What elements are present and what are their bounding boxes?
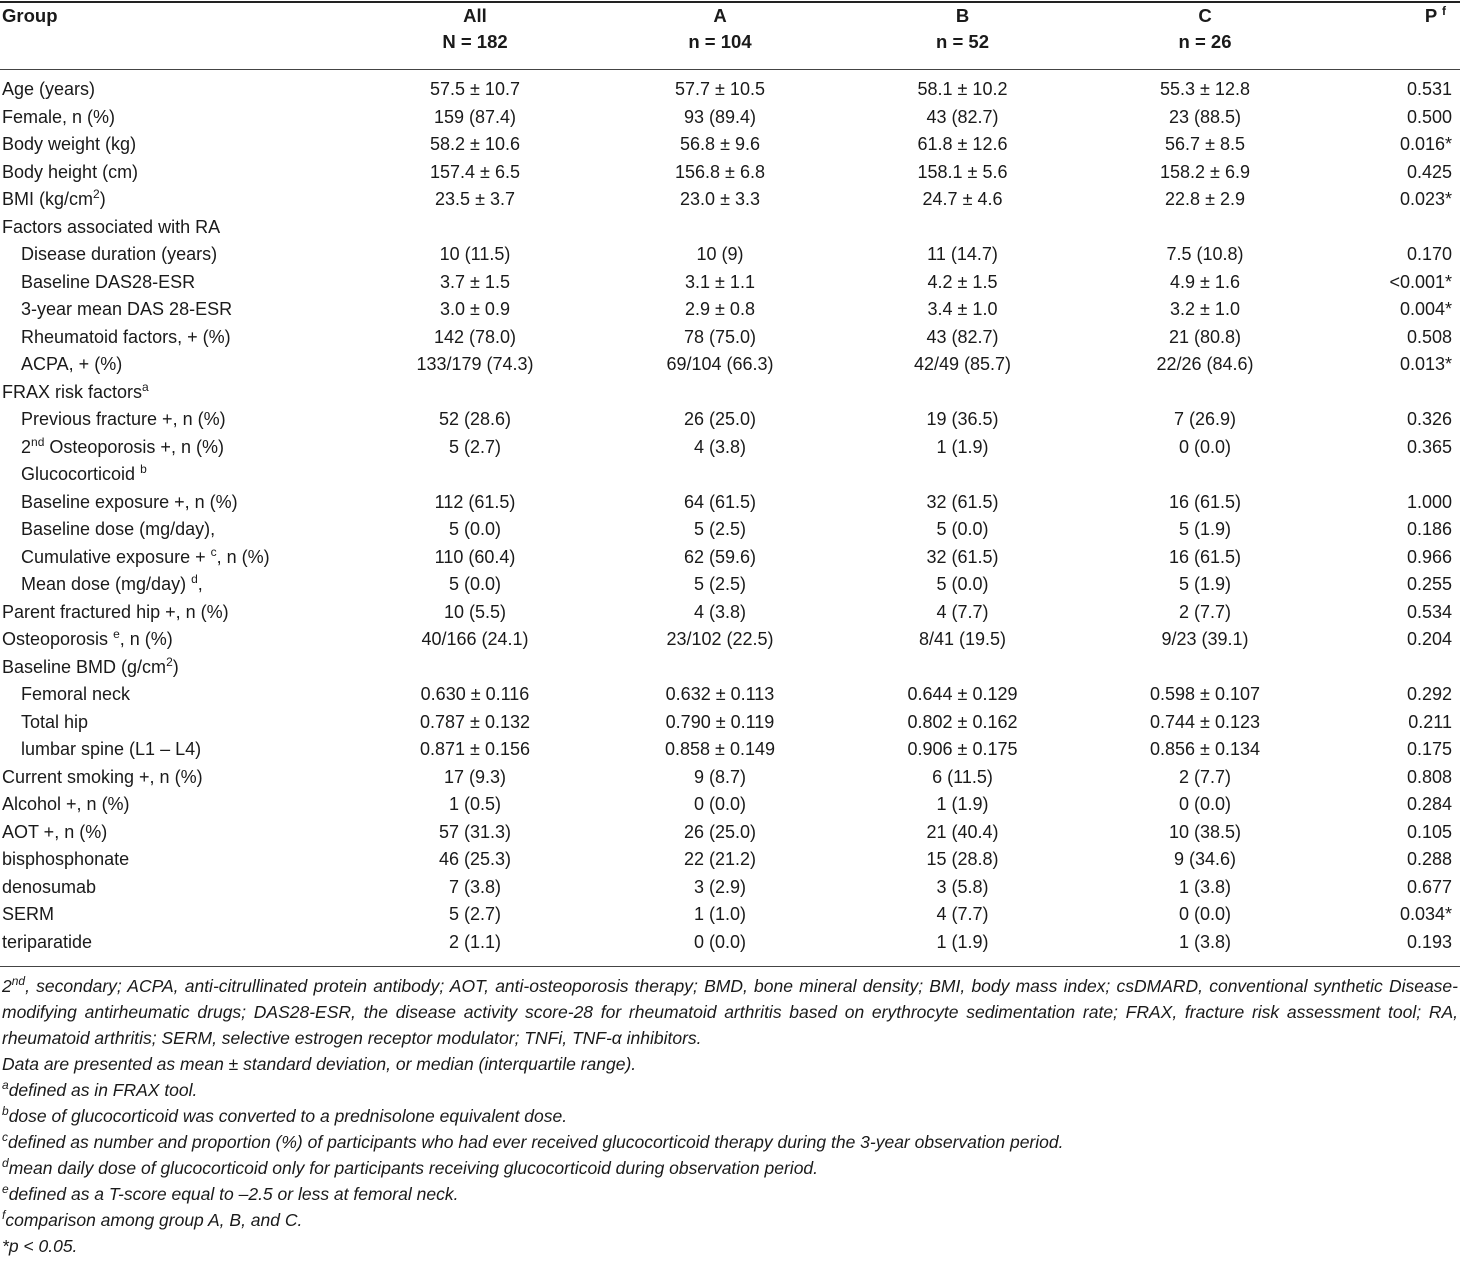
cell-p: [1325, 461, 1460, 489]
cell-all: 5 (2.7): [448, 904, 502, 924]
cell-p: 0.023*: [1399, 189, 1452, 209]
cell-p: 0.808: [1406, 766, 1452, 787]
table-row: [0, 186, 1460, 214]
cell-c: 158.2 ± 6.9: [1160, 161, 1250, 182]
row-label: Osteoporosis $^e$, n (%): [2, 627, 173, 649]
cell-a: 78 (75.0): [683, 326, 757, 347]
cell-p: 0.186: [1406, 519, 1452, 539]
footnote: $^a$defined as in FRAX tool.: [2, 1078, 198, 1100]
data-presentation-note: Data are presented as mean ± standard deviation, or median (interquartile range).: [2, 1054, 637, 1074]
cell-p: 0.175: [1406, 739, 1452, 759]
cell-a: 64 (61.5): [683, 491, 757, 512]
row-label: Baseline BMD $(g/cm^2)$: [2, 654, 179, 677]
header-b: B n = 52: [936, 5, 989, 52]
cell-all: 159 (87.4): [433, 106, 517, 127]
data-table: [0, 3, 1460, 55]
cell-all: 133/179 (74.3): [416, 354, 534, 374]
cell-all: 0.871 ± 0.156: [420, 739, 530, 759]
cell-all: [350, 214, 600, 242]
cell-p: 0.677: [1406, 876, 1452, 897]
cell-c: 5 (1.9): [1178, 519, 1232, 539]
cell-b: 5 (0.0): [936, 519, 989, 539]
cell-b: 42/49 (85.7): [913, 354, 1012, 374]
footnote: $^b$dose of glucocorticoid was converted to a prednisolone equivalent dose.: [2, 1104, 568, 1126]
header-all: All N = 182: [442, 5, 508, 52]
table-row: [0, 599, 1460, 627]
cell-p: 0.534: [1406, 601, 1452, 622]
table-row: [0, 104, 1460, 132]
cell-a: 2.9 ± 0.8: [685, 299, 755, 319]
cell-a: 0 (0.0): [693, 794, 747, 814]
table-row: [0, 736, 1460, 764]
cell-a: 56.8 ± 9.6: [680, 134, 760, 154]
cell-b: 0.644 ± 0.129: [907, 684, 1018, 704]
cell-p: [1325, 379, 1460, 407]
cell-c: 10 (38.5): [1168, 821, 1242, 842]
cell-a: 3 (2.9): [693, 876, 747, 897]
cell-p: 0.284: [1406, 794, 1452, 814]
cell-all: [350, 379, 600, 407]
cell-all: 46 (25.3): [438, 849, 512, 869]
row-label: Female, n (%): [2, 106, 116, 127]
cell-p: 0.326: [1406, 409, 1452, 429]
cell-p: 0.425: [1406, 161, 1452, 182]
cell-b: [840, 654, 1085, 682]
cell-all: [350, 654, 600, 682]
cell-all: 7 (3.8): [448, 876, 502, 897]
cell-b: 0.802 ± 0.162: [907, 711, 1018, 732]
cell-c: 1 (3.8): [1178, 876, 1232, 897]
cell-all: 57 (31.3): [438, 821, 512, 842]
row-label: FRAX risk factors$^a$: [2, 379, 149, 402]
cell-c: 16 (61.5): [1168, 491, 1242, 512]
cell-c: 7.5 (10.8): [1166, 244, 1244, 264]
cell-b: 32 (61.5): [926, 491, 999, 512]
cell-all: 0.787 ± 0.132: [420, 711, 530, 732]
table-row: [0, 874, 1460, 902]
cell-b: 58.1 ± 10.2: [917, 79, 1008, 99]
cell-p: 0.193: [1406, 931, 1452, 952]
cell-c: [1085, 654, 1325, 682]
cell-a: 23/102 (22.5): [666, 629, 774, 649]
table-row: [0, 324, 1460, 352]
cell-p: 0.016*: [1399, 134, 1452, 154]
cell-b: 8/41 (19.5): [918, 629, 1007, 649]
cell-c: 2 (7.7): [1178, 766, 1232, 787]
cell-all: 5 (0.0): [448, 574, 502, 594]
cell-b: 43 (82.7): [926, 326, 999, 347]
cell-c: 0.744 ± 0.123: [1150, 711, 1260, 732]
row-label: Age (years): [2, 79, 96, 99]
cell-c: 0 (0.0): [1178, 904, 1232, 924]
cell-a: [600, 379, 840, 407]
cell-b: 43 (82.7): [926, 106, 999, 127]
cell-a: 0.858 ± 0.149: [665, 739, 775, 759]
cell-all: 2 (1.1): [448, 931, 502, 952]
cell-c: 9/23 (39.1): [1161, 629, 1249, 649]
row-label: Disease duration (years): [21, 244, 218, 264]
table-row: [0, 76, 1460, 104]
cell-all: 10 (11.5): [439, 244, 511, 264]
cell-c: [1085, 461, 1325, 489]
table-row: [0, 571, 1460, 599]
cell-a: 22 (21.2): [683, 849, 757, 869]
cell-p: 0.255: [1406, 574, 1452, 594]
table-row: [0, 351, 1460, 379]
table-row: [0, 764, 1460, 792]
row-label: lumbar spine (L1 – L4): [21, 739, 202, 759]
cell-a: 156.8 ± 6.8: [675, 161, 765, 182]
cell-all: 57.5 ± 10.7: [430, 79, 520, 99]
footnote: $^e$defined as a T-score equal to –2.5 or less at femoral neck.: [2, 1182, 459, 1204]
cell-p: <0.001*: [1389, 271, 1452, 292]
row-label: Body height (cm): [2, 161, 139, 182]
cell-a: 1 (1.0): [693, 904, 747, 924]
cell-b: 4.2 ± 1.5: [927, 271, 998, 292]
row-label: bisphosphonate: [2, 849, 130, 869]
header-a: A n = 104: [688, 5, 752, 52]
cell-p: 0.004*: [1399, 299, 1452, 319]
cell-b: 61.8 ± 12.6: [917, 134, 1008, 154]
cell-all: 0.630 ± 0.116: [420, 684, 530, 704]
cell-b: 32 (61.5): [926, 546, 999, 567]
cell-c: 23 (88.5): [1168, 106, 1242, 127]
cell-b: 11 (14.7): [927, 244, 998, 264]
cell-all: 23.5 ± 3.7: [435, 189, 515, 209]
table-row: [0, 434, 1460, 462]
cell-c: 0.598 ± 0.107: [1150, 684, 1260, 704]
cell-c: 5 (1.9): [1178, 574, 1232, 594]
cell-b: 3.4 ± 1.0: [927, 299, 998, 319]
cell-a: [600, 654, 840, 682]
cell-a: 0.632 ± 0.113: [665, 684, 775, 704]
table-row: [0, 379, 1460, 407]
cell-a: 62 (59.6): [683, 546, 757, 567]
cell-all: 17 (9.3): [443, 766, 507, 787]
cell-p: 0.034*: [1399, 904, 1452, 924]
cell-b: 1 (1.9): [936, 794, 989, 814]
abbreviations-note: 2nd, secondary; ACPA, anti-citrullinated protein antibody; AOT, anti-osteoporosis therapy; BMD, bone mineral density; BMI, body mass index; csDMARD, conventional synthetic Disease-modifying antirheumatic drugs; DAS28-ESR, the disease activity score-28 for rheumatoid arthritis based on erythrocyte sedimentation rate; FRAX, fracture risk assessment tool; RA, rheumatoid arthritis; SERM, selective estrogen receptor modulator; TNFi, TNF-α inhibitors.: [2, 974, 1458, 1048]
row-label: Current smoking +, n (%): [2, 766, 203, 787]
cell-c: 3.2 ± 1.0: [1170, 299, 1240, 319]
cell-p: 0.531: [1406, 79, 1452, 99]
table-row: [0, 461, 1460, 489]
cell-c: 22/26 (84.6): [1156, 354, 1254, 374]
table-row: [0, 159, 1460, 187]
cell-p: 1.000: [1406, 491, 1452, 512]
table-row: [0, 516, 1460, 544]
cell-all: 1 (0.5): [448, 794, 502, 814]
cell-p: [1325, 214, 1460, 242]
cell-p: 0.204: [1406, 629, 1452, 649]
cell-b: 4 (7.7): [936, 601, 989, 622]
cell-a: 93 (89.4): [683, 106, 757, 127]
cell-b: 0.906 ± 0.175: [907, 739, 1018, 759]
cell-p: 0.292: [1406, 684, 1452, 704]
cell-b: [840, 214, 1085, 242]
cell-p: 0.013*: [1399, 354, 1452, 374]
cell-all: 142 (78.0): [433, 326, 517, 347]
row-label: 2nd Osteoporosis +, n (%): [21, 434, 224, 457]
cell-a: 69/104 (66.3): [666, 354, 774, 374]
header-p: P $^f$: [1424, 3, 1446, 26]
cell-a: 57.7 ± 10.5: [675, 79, 765, 99]
table-row: [0, 626, 1460, 654]
row-label: Cumulative exposure + $^c$, n (%): [21, 544, 270, 567]
cell-p: 0.966: [1406, 546, 1452, 567]
cell-b: 21 (40.4): [926, 821, 999, 842]
cell-c: 56.7 ± 8.5: [1165, 134, 1245, 154]
row-label: teriparatide: [2, 931, 93, 952]
cell-all: 58.2 ± 10.6: [430, 134, 520, 154]
cell-all: 40/166 (24.1): [421, 629, 529, 649]
row-label: Baseline DAS28-ESR: [21, 271, 196, 292]
table-row: [0, 489, 1460, 517]
table-row: [0, 131, 1460, 159]
cell-a: 3.1 ± 1.1: [685, 271, 755, 292]
cell-a: 23.0 ± 3.3: [680, 189, 760, 209]
footnote: *p < 0.05.: [2, 1236, 78, 1256]
row-label: Baseline dose (mg/day),: [21, 519, 216, 539]
cell-a: [600, 461, 840, 489]
header-rule: [0, 69, 1460, 70]
header-row: [0, 3, 1460, 55]
cell-p: 0.170: [1406, 244, 1452, 264]
cell-b: 5 (0.0): [936, 574, 989, 594]
cell-c: [1085, 379, 1325, 407]
cell-b: [840, 461, 1085, 489]
row-label: SERM: [2, 904, 55, 924]
cell-b: [840, 379, 1085, 407]
footnote: $^c$defined as number and proportion (%) of participants who had ever received glucocorticoid therapy during the 3-year observation period.: [2, 1130, 1064, 1152]
cell-all: 157.4 ± 6.5: [430, 161, 520, 182]
cell-all: 5 (2.7): [448, 436, 502, 457]
cell-b: 24.7 ± 4.6: [922, 189, 1003, 209]
cell-b: 3 (5.8): [936, 876, 989, 897]
data-table-body: [0, 76, 1460, 956]
cell-c: 21 (80.8): [1168, 326, 1242, 347]
table-row: [0, 269, 1460, 297]
table-row: [0, 791, 1460, 819]
table-notes: [0, 967, 1460, 1259]
cell-a: 26 (25.0): [683, 821, 757, 842]
cell-all: [350, 461, 600, 489]
cell-c: [1085, 214, 1325, 242]
row-label: Glucocorticoid $^b$: [21, 462, 147, 484]
characteristics-table: [0, 1, 1460, 1259]
cell-a: 5 (2.5): [693, 519, 747, 539]
table-row: [0, 846, 1460, 874]
cell-b: 6 (11.5): [932, 766, 993, 787]
cell-b: 19 (36.5): [926, 409, 999, 429]
cell-all: 110 (60.4): [434, 546, 516, 567]
cell-a: 0.790 ± 0.119: [665, 711, 775, 732]
table-row: [0, 654, 1460, 682]
table-row: [0, 214, 1460, 242]
cell-b: 158.1 ± 5.6: [917, 161, 1008, 182]
cell-a: 0 (0.0): [693, 931, 747, 952]
row-label: Previous fracture +, n (%): [21, 409, 226, 429]
cell-p: 0.288: [1406, 849, 1452, 869]
cell-a: 5 (2.5): [693, 574, 747, 594]
row-label: Parent fractured hip +, n (%): [2, 601, 229, 622]
row-label: Mean dose (mg/day) $^d$,: [21, 572, 203, 594]
cell-b: 15 (28.8): [926, 849, 999, 869]
cell-p: 0.508: [1406, 326, 1452, 347]
row-label: 3-year mean DAS 28-ESR: [21, 299, 233, 319]
row-label: ACPA, + (%): [21, 354, 123, 374]
cell-a: 26 (25.0): [683, 409, 757, 429]
cell-c: 2 (7.7): [1178, 601, 1232, 622]
row-label: Femoral neck: [21, 684, 131, 704]
table-row: [0, 296, 1460, 324]
row-label: Factors associated with RA: [2, 216, 221, 237]
table-row: [0, 681, 1460, 709]
table-row: [0, 544, 1460, 572]
table-row: [0, 406, 1460, 434]
cell-all: 52 (28.6): [438, 409, 512, 429]
cell-p: 0.365: [1406, 436, 1452, 457]
cell-p: [1325, 654, 1460, 682]
cell-a: 4 (3.8): [693, 601, 747, 622]
cell-a: 9 (8.7): [693, 766, 747, 787]
cell-all: 112 (61.5): [434, 491, 516, 512]
row-label: Alcohol +, n (%): [2, 794, 130, 814]
cell-all: 3.7 ± 1.5: [440, 271, 510, 292]
cell-c: 9 (34.6): [1173, 849, 1237, 869]
cell-p: 0.211: [1408, 711, 1452, 732]
row-label: Body weight (kg): [2, 134, 137, 154]
cell-a: 4 (3.8): [693, 436, 747, 457]
cell-c: 55.3 ± 12.8: [1160, 79, 1250, 99]
footnote: $^f$comparison among group A, B, and C.: [2, 1208, 303, 1230]
cell-all: 10 (5.5): [443, 601, 507, 622]
row-label: Baseline exposure +, n (%): [21, 491, 238, 512]
cell-p: 0.500: [1406, 106, 1452, 127]
row-label: denosumab: [2, 876, 97, 897]
table-row: [0, 901, 1460, 929]
cell-p: 0.105: [1406, 821, 1452, 842]
cell-c: 22.8 ± 2.9: [1165, 189, 1245, 209]
cell-a: 10 (9): [696, 244, 744, 264]
cell-c: 1 (3.8): [1178, 931, 1232, 952]
row-label: BMI $(kg/cm^2)$: [2, 187, 106, 209]
row-label: Total hip: [21, 711, 89, 732]
cell-c: 0 (0.0): [1178, 436, 1232, 457]
header-group: Group: [2, 5, 58, 26]
cell-b: 1 (1.9): [936, 931, 989, 952]
cell-all: 5 (0.0): [448, 519, 502, 539]
cell-a: [600, 214, 840, 242]
row-label: Rheumatoid factors, + (%): [21, 326, 231, 347]
table-row: [0, 241, 1460, 269]
cell-b: 1 (1.9): [936, 436, 989, 457]
footnote: $^d$mean daily dose of glucocorticoid only for participants receiving glucocorticoid during observation period.: [2, 1156, 819, 1178]
table-row: [0, 709, 1460, 737]
header-c: C n = 26: [1178, 5, 1232, 52]
cell-c: 7 (26.9): [1173, 409, 1237, 429]
cell-c: 0 (0.0): [1178, 794, 1232, 814]
table-row: [0, 819, 1460, 847]
cell-c: 0.856 ± 0.134: [1150, 739, 1260, 759]
table-row: [0, 929, 1460, 957]
cell-c: 16 (61.5): [1168, 546, 1242, 567]
row-label: AOT +, n (%): [2, 821, 108, 842]
cell-c: 4.9 ± 1.6: [1170, 271, 1240, 292]
cell-all: 3.0 ± 0.9: [440, 299, 510, 319]
cell-b: 4 (7.7): [936, 904, 989, 924]
